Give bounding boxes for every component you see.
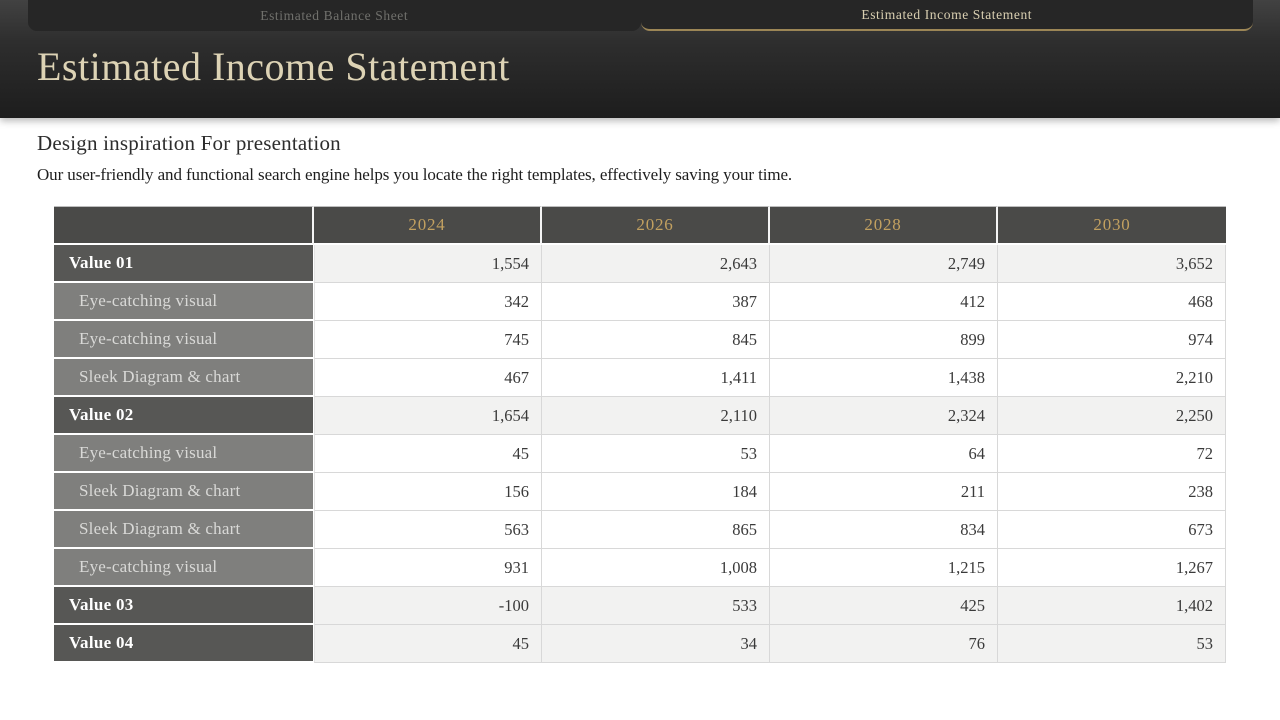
table-row (54, 245, 1226, 283)
value-cell: 1,654 (314, 397, 542, 435)
value-cell: 745 (314, 321, 542, 359)
row-label: Sleek Diagram & chart (54, 511, 314, 549)
value-cell: 1,438 (770, 359, 998, 397)
content-heading: Design inspiration For presentation (37, 131, 341, 155)
value-cell: 412 (770, 283, 998, 321)
value-cell: 899 (770, 321, 998, 359)
table-body (54, 245, 1226, 663)
column-header-year: 2024 (314, 206, 542, 245)
value-cell: -100 (314, 587, 542, 625)
value-cell: 563 (314, 511, 542, 549)
value-cell: 1,554 (314, 245, 542, 283)
income-statement-table-wrap (54, 206, 1226, 663)
table-row (54, 283, 1226, 321)
value-cell: 2,250 (998, 397, 1226, 435)
value-cell: 1,267 (998, 549, 1226, 587)
value-cell: 53 (998, 625, 1226, 663)
table-row (54, 359, 1226, 397)
table-row (54, 587, 1226, 625)
column-header-year: 2028 (770, 206, 998, 245)
page-title: Estimated Income Statement (37, 44, 510, 89)
value-cell: 1,215 (770, 549, 998, 587)
value-cell: 34 (542, 625, 770, 663)
tab-estimated-balance-sheet[interactable] (28, 0, 641, 31)
row-label: Sleek Diagram & chart (54, 359, 314, 397)
row-label: Eye-catching visual (54, 283, 314, 321)
value-cell: 845 (542, 321, 770, 359)
table-header-row (54, 206, 1226, 245)
slide-header (0, 0, 1280, 118)
value-cell: 533 (542, 587, 770, 625)
value-cell: 387 (542, 283, 770, 321)
value-cell: 468 (998, 283, 1226, 321)
value-cell: 931 (314, 549, 542, 587)
column-header-year: 2030 (998, 206, 1226, 245)
value-cell: 2,210 (998, 359, 1226, 397)
value-cell: 1,008 (542, 549, 770, 587)
value-cell: 834 (770, 511, 998, 549)
value-cell: 342 (314, 283, 542, 321)
table-row (54, 549, 1226, 587)
row-label: Value 02 (54, 397, 314, 435)
value-cell: 1,411 (542, 359, 770, 397)
value-cell: 211 (770, 473, 998, 511)
value-cell: 184 (542, 473, 770, 511)
column-header-blank (54, 206, 314, 245)
value-cell: 2,324 (770, 397, 998, 435)
table-row (54, 321, 1226, 359)
row-label: Eye-catching visual (54, 435, 314, 473)
value-cell: 45 (314, 625, 542, 663)
value-cell: 238 (998, 473, 1226, 511)
value-cell: 2,110 (542, 397, 770, 435)
table-row (54, 435, 1226, 473)
row-label: Eye-catching visual (54, 321, 314, 359)
value-cell: 974 (998, 321, 1226, 359)
tab-bar (0, 0, 1280, 31)
value-cell: 3,652 (998, 245, 1226, 283)
table-row (54, 397, 1226, 435)
value-cell: 2,749 (770, 245, 998, 283)
row-label: Eye-catching visual (54, 549, 314, 587)
table-row (54, 625, 1226, 663)
table-row (54, 473, 1226, 511)
value-cell: 45 (314, 435, 542, 473)
value-cell: 2,643 (542, 245, 770, 283)
value-cell: 156 (314, 473, 542, 511)
content-area (0, 131, 1280, 185)
column-header-year: 2026 (542, 206, 770, 245)
value-cell: 673 (998, 511, 1226, 549)
tab-label: Estimated Income Statement (861, 6, 1033, 22)
value-cell: 72 (998, 435, 1226, 473)
value-cell: 76 (770, 625, 998, 663)
tab-label: Estimated Balance Sheet (260, 7, 409, 23)
value-cell: 64 (770, 435, 998, 473)
value-cell: 53 (542, 435, 770, 473)
income-statement-table (54, 206, 1226, 663)
row-label: Value 01 (54, 245, 314, 283)
row-label: Value 03 (54, 587, 314, 625)
value-cell: 1,402 (998, 587, 1226, 625)
row-label: Sleek Diagram & chart (54, 473, 314, 511)
value-cell: 467 (314, 359, 542, 397)
row-label: Value 04 (54, 625, 314, 663)
table-row (54, 511, 1226, 549)
content-subtitle: Our user-friendly and functional search engine helps you locate the right templates, effectively saving your time. (37, 165, 793, 184)
value-cell: 865 (542, 511, 770, 549)
value-cell: 425 (770, 587, 998, 625)
tab-estimated-income-statement[interactable] (641, 0, 1254, 31)
